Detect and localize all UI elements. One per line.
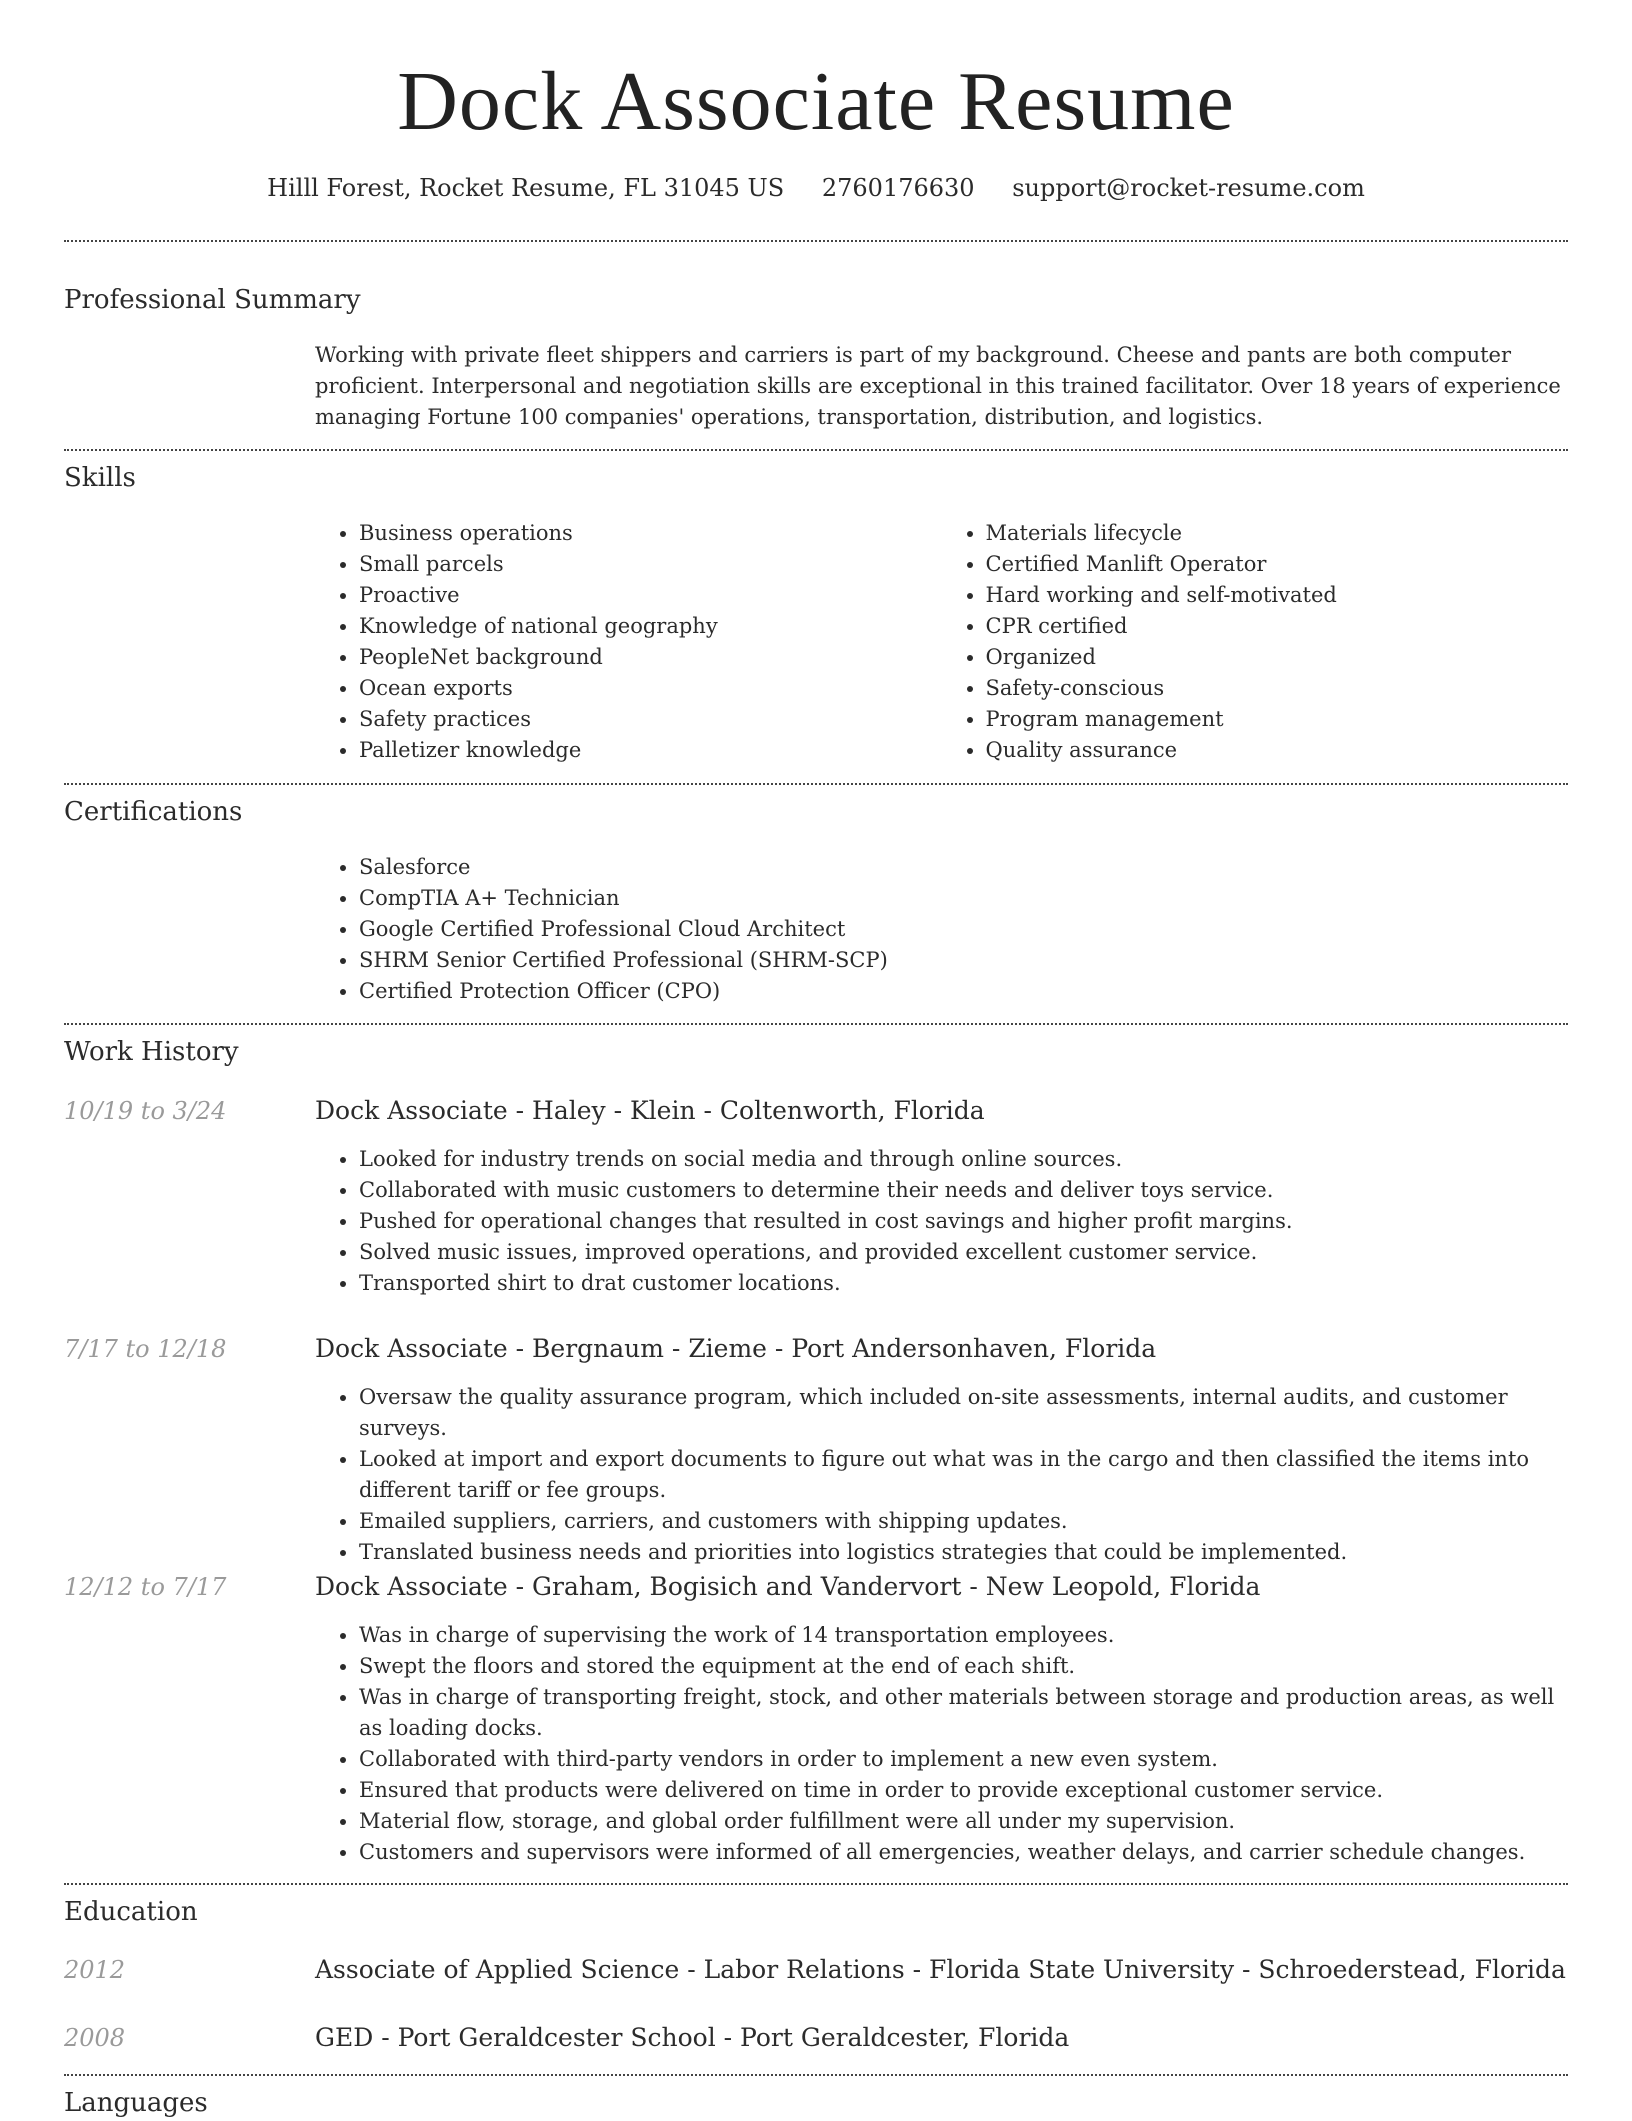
divider	[64, 449, 1568, 451]
skill-item: • Small parcels	[359, 549, 942, 580]
divider	[64, 783, 1568, 785]
contact-line	[0, 170, 1632, 206]
job-duties-list	[315, 1382, 1568, 1568]
skill-item: • Hard working and self-motivated	[986, 580, 1569, 611]
job-title: Dock Associate - Graham, Bogisich and Vandervort - New Leopold, Florida	[315, 1572, 1261, 1601]
divider	[64, 1023, 1568, 1025]
job-title: Dock Associate - Bergnaum - Zieme - Port Andersonhaven, Florida	[315, 1334, 1157, 1363]
skill-item: • Certified Manlift Operator	[986, 549, 1569, 580]
divider	[64, 240, 1568, 242]
divider	[64, 1883, 1568, 1885]
duty-item: • Ensured that products were delivered on time in order to provide exceptional customer service.	[359, 1775, 1568, 1806]
certifications-list	[315, 852, 1568, 1007]
languages-heading: Languages	[64, 2088, 208, 2118]
certification-item: • Certified Protection Officer (CPO)	[359, 976, 1568, 1007]
skill-item: • Business operations	[359, 518, 942, 549]
skill-item: • PeopleNet background	[359, 642, 942, 673]
summary-block	[315, 340, 1568, 433]
divider	[64, 2074, 1568, 2076]
skill-item: • Palletizer knowledge	[359, 735, 942, 766]
contact-phone: 2760176630	[821, 174, 975, 202]
job-dates: 12/12 to 7/17	[64, 1573, 227, 1601]
duty-item: • Collaborated with third-party vendors in order to implement a new even system.	[359, 1744, 1568, 1775]
summary-heading: Professional Summary	[64, 285, 361, 315]
job-duties-list	[315, 1620, 1568, 1868]
job-duties	[315, 1382, 1568, 1568]
skill-item: • Quality assurance	[986, 735, 1569, 766]
skill-item: • Program management	[986, 704, 1569, 735]
education-year: 2012	[64, 1956, 126, 1984]
job-title: Dock Associate - Haley - Klein - Coltenworth, Florida	[315, 1096, 985, 1125]
duty-item: • Solved music issues, improved operations, and provided excellent customer service.	[359, 1237, 1568, 1268]
skill-item: • Organized	[986, 642, 1569, 673]
certifications-heading: Certifications	[64, 797, 243, 827]
duty-item: • Emailed suppliers, carriers, and customers with shipping updates.	[359, 1506, 1568, 1537]
job-duties	[315, 1620, 1568, 1868]
skills-heading: Skills	[64, 463, 136, 493]
education-entry: Associate of Applied Science - Labor Relations - Florida State University - Schroederstead, Florida	[315, 1955, 1566, 1984]
certification-item: • SHRM Senior Certified Professional (SHRM-SCP)	[359, 945, 1568, 976]
duty-item: • Looked for industry trends on social media and through online sources.	[359, 1144, 1568, 1175]
duty-item: • Material flow, storage, and global order fulfillment were all under my supervision.	[359, 1806, 1568, 1837]
job-duties-list	[315, 1144, 1568, 1299]
duty-item: • Was in charge of supervising the work of 14 transportation employees.	[359, 1620, 1568, 1651]
contact-email[interactable]: support@rocket-resume.com	[1012, 174, 1365, 202]
skill-item: • Knowledge of national geography	[359, 611, 942, 642]
skill-item: • CPR certified	[986, 611, 1569, 642]
duty-item: • Translated business needs and priorities into logistics strategies that could be implemented.	[359, 1537, 1568, 1568]
skill-item: • Safety practices	[359, 704, 942, 735]
skills-left-list	[315, 518, 942, 766]
job-dates: 10/19 to 3/24	[64, 1097, 227, 1125]
summary-text: Working with private fleet shippers and carriers is part of my background. Cheese and pants are both computer proficient. Interpersonal and negotiation skills are exceptional in this trained facilitator. Over 18 years of experience managing Fortune 100 companies' operations, transportation, distribution, and logistics.	[315, 343, 1561, 429]
duty-item: • Was in charge of transporting freight, stock, and other materials between storage and production areas, as well as loading docks.	[359, 1682, 1568, 1744]
certification-item: • Google Certified Professional Cloud Architect	[359, 914, 1568, 945]
skill-item: • Proactive	[359, 580, 942, 611]
work-history-heading: Work History	[64, 1037, 239, 1067]
duty-item: • Transported shirt to drat customer locations.	[359, 1268, 1568, 1299]
skills-block	[315, 518, 1568, 766]
education-entry: GED - Port Geraldcester School - Port Geraldcester, Florida	[315, 2023, 1070, 2052]
duty-item: • Pushed for operational changes that resulted in cost savings and higher profit margins.	[359, 1206, 1568, 1237]
contact-address: Hilll Forest, Rocket Resume, FL 31045 US	[267, 174, 785, 202]
certification-item: • Salesforce	[359, 852, 1568, 883]
skills-right-list	[942, 518, 1569, 766]
skill-item: • Safety-conscious	[986, 673, 1569, 704]
duty-item: • Looked at import and export documents to figure out what was in the cargo and then classified the items into different tariff or fee groups.	[359, 1444, 1568, 1506]
duty-item: • Collaborated with music customers to determine their needs and deliver toys service.	[359, 1175, 1568, 1206]
skill-item: • Materials lifecycle	[986, 518, 1569, 549]
resume-title: Dock Associate Resume	[397, 55, 1235, 148]
job-dates: 7/17 to 12/18	[64, 1335, 227, 1363]
education-year: 2008	[64, 2024, 126, 2052]
duty-item: • Oversaw the quality assurance program, which included on-site assessments, internal audits, and customer surveys.	[359, 1382, 1568, 1444]
job-duties	[315, 1144, 1568, 1299]
certification-item: • CompTIA A+ Technician	[359, 883, 1568, 914]
duty-item: • Customers and supervisors were informed of all emergencies, weather delays, and carrier schedule changes.	[359, 1837, 1568, 1868]
certifications-block	[315, 852, 1568, 1007]
education-heading: Education	[64, 1897, 198, 1927]
skill-item: • Ocean exports	[359, 673, 942, 704]
duty-item: • Swept the floors and stored the equipment at the end of each shift.	[359, 1651, 1568, 1682]
